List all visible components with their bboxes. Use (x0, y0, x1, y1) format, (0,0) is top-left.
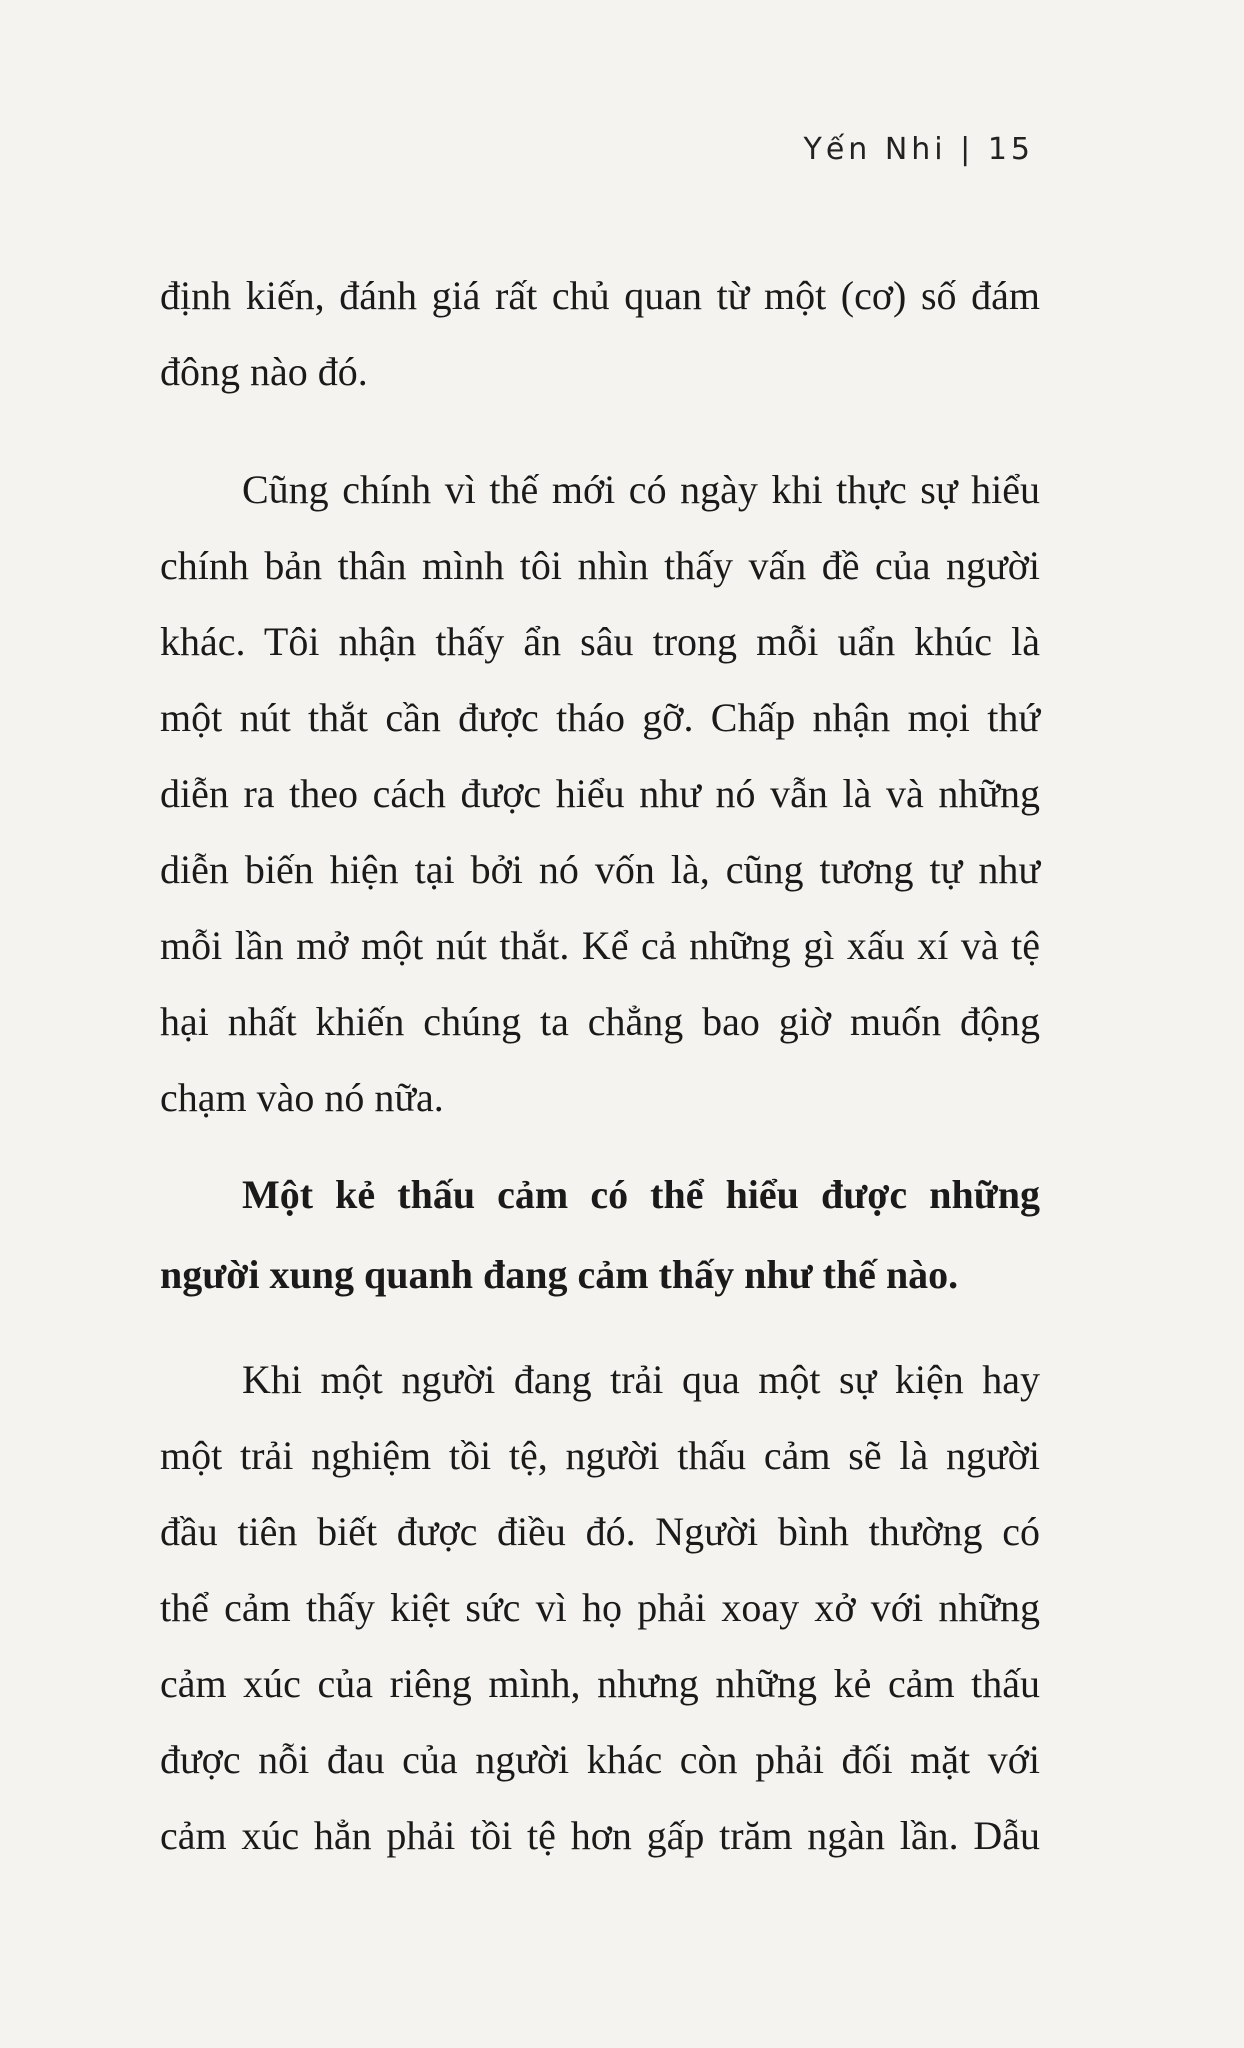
text-line: mỗi lần mở một nút thắt. Kể cả những gì xấu xí và tệ (160, 923, 1040, 968)
paragraph-1 (160, 258, 1040, 410)
text-line: được nỗi đau của người khác còn phải đối mặt với (160, 1737, 1040, 1782)
text-line: Khi một người đang trải qua một sự kiện hay (242, 1357, 1040, 1402)
text-line: diễn biến hiện tại bởi nó vốn là, cũng tương tự như (160, 847, 1040, 892)
text-line: thể cảm thấy kiệt sức vì họ phải xoay xở với những (160, 1585, 1040, 1630)
text-line: đầu tiên biết được điều đó. Người bình thường có (160, 1509, 1040, 1554)
text-line: khác. Tôi nhận thấy ẩn sâu trong mỗi uẩn khúc là (160, 619, 1040, 664)
section-heading (160, 1155, 1040, 1315)
text-line: chạm vào nó nữa. (160, 1075, 444, 1120)
text-line: Cũng chính vì thế mới có ngày khi thực sự hiểu (242, 467, 1040, 512)
text-line: chính bản thân mình tôi nhìn thấy vấn đề của người (160, 543, 1040, 588)
text-line: một nút thắt cần được tháo gỡ. Chấp nhận mọi thứ (160, 695, 1040, 740)
text-line: đông nào đó. (160, 349, 368, 394)
heading-line: người xung quanh đang cảm thấy như thế nào. (160, 1252, 959, 1297)
text-line: cảm xúc hẳn phải tồi tệ hơn gấp trăm ngàn lần. Dẫu (160, 1813, 1040, 1858)
text-line: cảm xúc của riêng mình, nhưng những kẻ cảm thấu (160, 1661, 1040, 1706)
paragraph-2 (160, 452, 1040, 1136)
text-line: định kiến, đánh giá rất chủ quan từ một (cơ) số đám (160, 273, 1040, 318)
heading-line: Một kẻ thấu cảm có thể hiểu được những (242, 1172, 1040, 1217)
text-line: một trải nghiệm tồi tệ, người thấu cảm sẽ là người (160, 1433, 1040, 1478)
running-head: Yến Nhi | 15 (803, 132, 1034, 167)
text-line: diễn ra theo cách được hiểu như nó vẫn là và những (160, 771, 1040, 816)
paragraph-3 (160, 1342, 1040, 1874)
text-line: hại nhất khiến chúng ta chẳng bao giờ muốn động (160, 999, 1040, 1044)
